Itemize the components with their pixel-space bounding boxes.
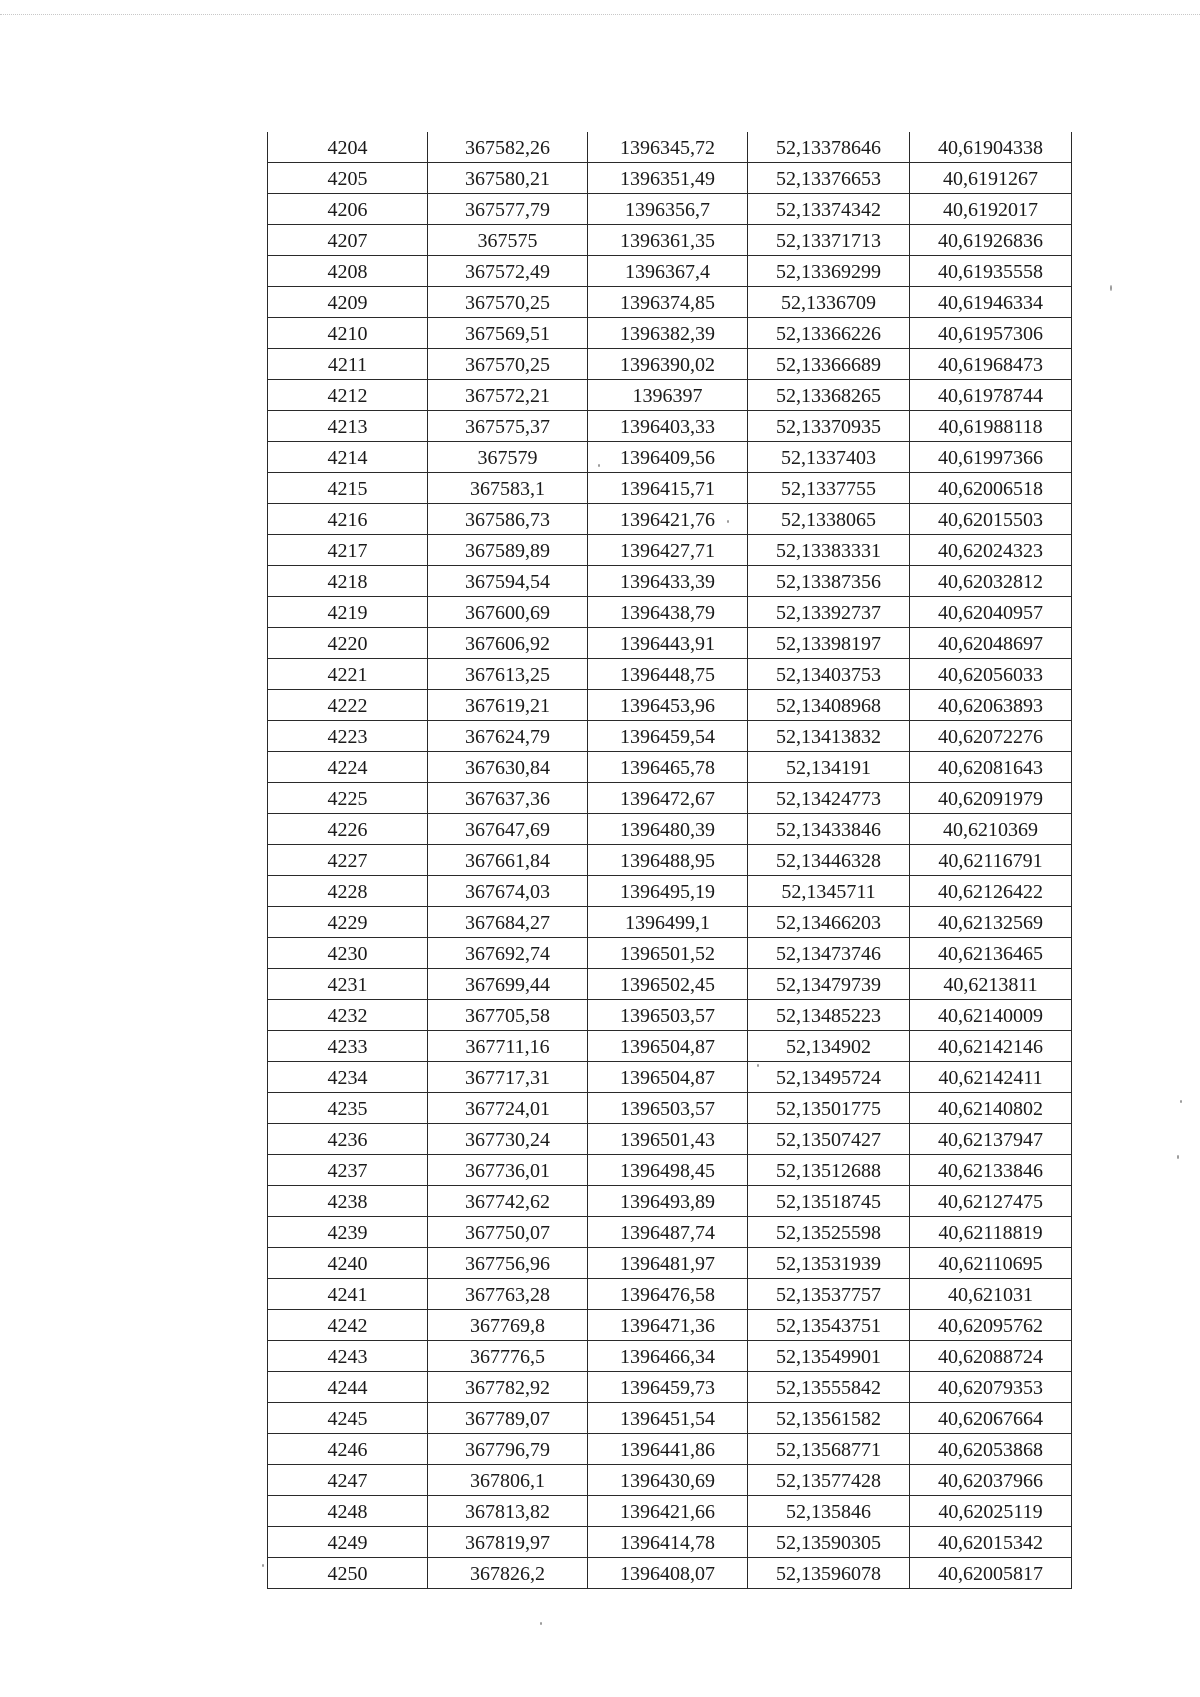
table-cell-point-number: 4220: [268, 628, 428, 659]
table-cell-x: 367579: [428, 442, 588, 473]
table-cell-y: 1396443,91: [588, 628, 748, 659]
table-row: [268, 1403, 1072, 1434]
table-cell-x: 367582,26: [428, 132, 588, 163]
table-cell-longitude: 40,62118819: [910, 1217, 1072, 1248]
table-cell-x: 367813,82: [428, 1496, 588, 1527]
table-row: [268, 1527, 1072, 1558]
table-cell-longitude: 40,62127475: [910, 1186, 1072, 1217]
table-cell-point-number: 4221: [268, 659, 428, 690]
table-cell-y: 1396451,54: [588, 1403, 748, 1434]
table-cell-latitude: 52,1336709: [748, 287, 910, 318]
coordinates-table-body: [268, 132, 1072, 1589]
table-cell-y: 1396409,56: [588, 442, 748, 473]
table-cell-latitude: 52,13479739: [748, 969, 910, 1000]
table-cell-longitude: 40,62079353: [910, 1372, 1072, 1403]
table-cell-y: 1396480,39: [588, 814, 748, 845]
table-cell-x: 367572,49: [428, 256, 588, 287]
table-row: [268, 411, 1072, 442]
table-cell-y: 1396421,66: [588, 1496, 748, 1527]
table-cell-latitude: 52,13387356: [748, 566, 910, 597]
table-cell-longitude: 40,61946334: [910, 287, 1072, 318]
table-cell-point-number: 4225: [268, 783, 428, 814]
table-cell-x: 367572,21: [428, 380, 588, 411]
table-cell-x: 367684,27: [428, 907, 588, 938]
table-cell-latitude: 52,134191: [748, 752, 910, 783]
table-cell-y: 1396495,19: [588, 876, 748, 907]
table-cell-latitude: 52,13392737: [748, 597, 910, 628]
table-cell-x: 367724,01: [428, 1093, 588, 1124]
table-cell-point-number: 4206: [268, 194, 428, 225]
table-cell-latitude: 52,13561582: [748, 1403, 910, 1434]
table-cell-point-number: 4229: [268, 907, 428, 938]
table-cell-latitude: 52,13413832: [748, 721, 910, 752]
table-cell-point-number: 4242: [268, 1310, 428, 1341]
table-cell-y: 1396502,45: [588, 969, 748, 1000]
table-cell-point-number: 4239: [268, 1217, 428, 1248]
table-row: [268, 1279, 1072, 1310]
table-cell-longitude: 40,6210369: [910, 814, 1072, 845]
table-cell-latitude: 52,13371713: [748, 225, 910, 256]
table-cell-x: 367782,92: [428, 1372, 588, 1403]
table-row: [268, 1372, 1072, 1403]
scan-speck: [598, 464, 600, 467]
table-cell-latitude: 52,13446328: [748, 845, 910, 876]
table-cell-y: 1396503,57: [588, 1000, 748, 1031]
table-cell-x: 367600,69: [428, 597, 588, 628]
table-cell-latitude: 52,13501775: [748, 1093, 910, 1124]
table-cell-point-number: 4231: [268, 969, 428, 1000]
table-cell-longitude: 40,61997366: [910, 442, 1072, 473]
table-cell-y: 1396501,43: [588, 1124, 748, 1155]
table-cell-point-number: 4218: [268, 566, 428, 597]
table-cell-latitude: 52,1338065: [748, 504, 910, 535]
scan-edge-line: [0, 14, 1200, 15]
table-cell-point-number: 4210: [268, 318, 428, 349]
table-cell-point-number: 4211: [268, 349, 428, 380]
table-cell-y: 1396351,49: [588, 163, 748, 194]
table-cell-point-number: 4212: [268, 380, 428, 411]
table-row: [268, 597, 1072, 628]
table-cell-y: 1396374,85: [588, 287, 748, 318]
table-row: [268, 814, 1072, 845]
table-cell-point-number: 4207: [268, 225, 428, 256]
table-cell-longitude: 40,62063893: [910, 690, 1072, 721]
table-cell-y: 1396504,87: [588, 1062, 748, 1093]
table-cell-point-number: 4230: [268, 938, 428, 969]
table-cell-x: 367624,79: [428, 721, 588, 752]
table-cell-y: 1396408,07: [588, 1558, 748, 1589]
table-cell-y: 1396441,86: [588, 1434, 748, 1465]
table-cell-latitude: 52,13408968: [748, 690, 910, 721]
table-cell-x: 367756,96: [428, 1248, 588, 1279]
table-cell-longitude: 40,62024323: [910, 535, 1072, 566]
table-cell-point-number: 4209: [268, 287, 428, 318]
table-cell-y: 1396345,72: [588, 132, 748, 163]
table-row: [268, 1558, 1072, 1589]
table-row: [268, 442, 1072, 473]
table-cell-point-number: 4246: [268, 1434, 428, 1465]
table-row: [268, 752, 1072, 783]
table-cell-latitude: 52,13555842: [748, 1372, 910, 1403]
table-cell-latitude: 52,13525598: [748, 1217, 910, 1248]
table-cell-x: 367776,5: [428, 1341, 588, 1372]
scan-speck: [757, 1064, 759, 1067]
table-row: [268, 473, 1072, 504]
table-cell-latitude: 52,13531939: [748, 1248, 910, 1279]
table-cell-latitude: 52,13403753: [748, 659, 910, 690]
scan-speck: [1180, 1100, 1182, 1103]
table-cell-y: 1396466,34: [588, 1341, 748, 1372]
table-cell-latitude: 52,13424773: [748, 783, 910, 814]
table-row: [268, 721, 1072, 752]
scan-speck: [540, 1622, 542, 1625]
table-cell-y: 1396472,67: [588, 783, 748, 814]
table-row: [268, 1248, 1072, 1279]
table-cell-longitude: 40,61988118: [910, 411, 1072, 442]
table-row: [268, 876, 1072, 907]
table-cell-latitude: 52,1345711: [748, 876, 910, 907]
table-cell-point-number: 4228: [268, 876, 428, 907]
table-cell-point-number: 4224: [268, 752, 428, 783]
table-cell-latitude: 52,13543751: [748, 1310, 910, 1341]
table-row: [268, 659, 1072, 690]
table-cell-y: 1396438,79: [588, 597, 748, 628]
table-cell-x: 367575,37: [428, 411, 588, 442]
scan-speck: [727, 520, 729, 523]
table-row: [268, 969, 1072, 1000]
table-cell-longitude: 40,62088724: [910, 1341, 1072, 1372]
table-cell-longitude: 40,62037966: [910, 1465, 1072, 1496]
table-cell-point-number: 4222: [268, 690, 428, 721]
table-cell-longitude: 40,62015342: [910, 1527, 1072, 1558]
table-row: [268, 1031, 1072, 1062]
table-row: [268, 1062, 1072, 1093]
table-cell-latitude: 52,13366226: [748, 318, 910, 349]
table-cell-y: 1396448,75: [588, 659, 748, 690]
table-cell-y: 1396430,69: [588, 1465, 748, 1496]
table-cell-y: 1396403,33: [588, 411, 748, 442]
table-row: [268, 1093, 1072, 1124]
table-cell-longitude: 40,62137947: [910, 1124, 1072, 1155]
table-cell-point-number: 4234: [268, 1062, 428, 1093]
table-cell-x: 367806,1: [428, 1465, 588, 1496]
coordinates-table: [267, 132, 1072, 1589]
table-cell-point-number: 4236: [268, 1124, 428, 1155]
table-cell-y: 1396397: [588, 380, 748, 411]
table-cell-y: 1396433,39: [588, 566, 748, 597]
table-cell-longitude: 40,62142411: [910, 1062, 1072, 1093]
table-row: [268, 907, 1072, 938]
table-cell-x: 367661,84: [428, 845, 588, 876]
table-cell-x: 367630,84: [428, 752, 588, 783]
table-row: [268, 504, 1072, 535]
table-cell-longitude: 40,62040957: [910, 597, 1072, 628]
table-cell-x: 367717,31: [428, 1062, 588, 1093]
table-row: [268, 349, 1072, 380]
table-cell-longitude: 40,6192017: [910, 194, 1072, 225]
table-cell-longitude: 40,62133846: [910, 1155, 1072, 1186]
table-cell-point-number: 4232: [268, 1000, 428, 1031]
table-cell-y: 1396453,96: [588, 690, 748, 721]
table-cell-y: 1396465,78: [588, 752, 748, 783]
table-cell-latitude: 52,13549901: [748, 1341, 910, 1372]
table-cell-longitude: 40,62025119: [910, 1496, 1072, 1527]
table-cell-point-number: 4216: [268, 504, 428, 535]
table-cell-longitude: 40,62072276: [910, 721, 1072, 752]
table-row: [268, 938, 1072, 969]
table-row: [268, 1434, 1072, 1465]
table-cell-point-number: 4213: [268, 411, 428, 442]
table-cell-longitude: 40,62048697: [910, 628, 1072, 659]
table-cell-latitude: 52,13507427: [748, 1124, 910, 1155]
table-cell-longitude: 40,62142146: [910, 1031, 1072, 1062]
table-row: [268, 1341, 1072, 1372]
table-cell-y: 1396504,87: [588, 1031, 748, 1062]
table-cell-longitude: 40,62126422: [910, 876, 1072, 907]
table-cell-latitude: 52,13374342: [748, 194, 910, 225]
table-cell-latitude: 52,134902: [748, 1031, 910, 1062]
table-cell-x: 367742,62: [428, 1186, 588, 1217]
table-cell-point-number: 4238: [268, 1186, 428, 1217]
table-row: [268, 1496, 1072, 1527]
table-cell-point-number: 4215: [268, 473, 428, 504]
table-cell-x: 367619,21: [428, 690, 588, 721]
table-cell-y: 1396356,7: [588, 194, 748, 225]
table-cell-longitude: 40,61935558: [910, 256, 1072, 287]
table-cell-x: 367819,97: [428, 1527, 588, 1558]
table-cell-x: 367586,73: [428, 504, 588, 535]
scan-speck: [262, 1564, 264, 1567]
table-cell-latitude: 52,13473746: [748, 938, 910, 969]
table-cell-y: 1396488,95: [588, 845, 748, 876]
table-cell-longitude: 40,62095762: [910, 1310, 1072, 1341]
table-cell-point-number: 4205: [268, 163, 428, 194]
table-cell-point-number: 4219: [268, 597, 428, 628]
table-cell-longitude: 40,62136465: [910, 938, 1072, 969]
table-row: [268, 1155, 1072, 1186]
table-cell-longitude: 40,61957306: [910, 318, 1072, 349]
table-cell-x: 367575: [428, 225, 588, 256]
table-row: [268, 845, 1072, 876]
table-cell-point-number: 4208: [268, 256, 428, 287]
table-row: [268, 1186, 1072, 1217]
table-row: [268, 1310, 1072, 1341]
table-cell-latitude: 52,13368265: [748, 380, 910, 411]
table-cell-x: 367750,07: [428, 1217, 588, 1248]
table-row: [268, 783, 1072, 814]
table-cell-latitude: 52,135846: [748, 1496, 910, 1527]
table-cell-y: 1396390,02: [588, 349, 748, 380]
table-cell-point-number: 4241: [268, 1279, 428, 1310]
table-cell-latitude: 52,13537757: [748, 1279, 910, 1310]
table-cell-latitude: 52,13518745: [748, 1186, 910, 1217]
table-cell-y: 1396361,35: [588, 225, 748, 256]
table-cell-latitude: 52,1337755: [748, 473, 910, 504]
table-cell-x: 367763,28: [428, 1279, 588, 1310]
table-cell-x: 367613,25: [428, 659, 588, 690]
table-cell-x: 367789,07: [428, 1403, 588, 1434]
table-cell-longitude: 40,61904338: [910, 132, 1072, 163]
table-cell-longitude: 40,62006518: [910, 473, 1072, 504]
table-cell-latitude: 52,13433846: [748, 814, 910, 845]
table-cell-x: 367606,92: [428, 628, 588, 659]
table-cell-y: 1396499,1: [588, 907, 748, 938]
table-cell-x: 367699,44: [428, 969, 588, 1000]
table-cell-point-number: 4214: [268, 442, 428, 473]
table-cell-y: 1396415,71: [588, 473, 748, 504]
table-cell-latitude: 52,13590305: [748, 1527, 910, 1558]
table-row: [268, 1124, 1072, 1155]
table-row: [268, 256, 1072, 287]
table-cell-latitude: 52,13568771: [748, 1434, 910, 1465]
table-cell-point-number: 4226: [268, 814, 428, 845]
table-cell-x: 367577,79: [428, 194, 588, 225]
table-cell-point-number: 4235: [268, 1093, 428, 1124]
table-cell-latitude: 52,13376653: [748, 163, 910, 194]
table-row: [268, 318, 1072, 349]
table-cell-latitude: 52,13370935: [748, 411, 910, 442]
table-cell-longitude: 40,62005817: [910, 1558, 1072, 1589]
table-cell-point-number: 4250: [268, 1558, 428, 1589]
table-cell-y: 1396427,71: [588, 535, 748, 566]
table-cell-point-number: 4227: [268, 845, 428, 876]
table-cell-longitude: 40,62091979: [910, 783, 1072, 814]
table-cell-y: 1396481,97: [588, 1248, 748, 1279]
table-cell-longitude: 40,62015503: [910, 504, 1072, 535]
scan-speck: [1110, 285, 1112, 291]
table-cell-y: 1396493,89: [588, 1186, 748, 1217]
table-cell-point-number: 4245: [268, 1403, 428, 1434]
table-cell-point-number: 4244: [268, 1372, 428, 1403]
table-cell-latitude: 52,13383331: [748, 535, 910, 566]
table-cell-latitude: 52,1337403: [748, 442, 910, 473]
table-cell-x: 367569,51: [428, 318, 588, 349]
table-cell-longitude: 40,62140802: [910, 1093, 1072, 1124]
table-row: [268, 163, 1072, 194]
table-row: [268, 194, 1072, 225]
table-cell-y: 1396498,45: [588, 1155, 748, 1186]
table-cell-x: 367570,25: [428, 349, 588, 380]
table-cell-latitude: 52,13512688: [748, 1155, 910, 1186]
table-cell-longitude: 40,62116791: [910, 845, 1072, 876]
table-row: [268, 132, 1072, 163]
table-cell-longitude: 40,62110695: [910, 1248, 1072, 1279]
table-cell-x: 367826,2: [428, 1558, 588, 1589]
table-cell-latitude: 52,13466203: [748, 907, 910, 938]
table-cell-x: 367692,74: [428, 938, 588, 969]
table-row: [268, 690, 1072, 721]
table-cell-latitude: 52,13577428: [748, 1465, 910, 1496]
table-row: [268, 535, 1072, 566]
table-cell-x: 367589,89: [428, 535, 588, 566]
table-cell-point-number: 4237: [268, 1155, 428, 1186]
table-cell-longitude: 40,621031: [910, 1279, 1072, 1310]
table-cell-y: 1396382,39: [588, 318, 748, 349]
table-row: [268, 287, 1072, 318]
table-row: [268, 566, 1072, 597]
table-cell-y: 1396414,78: [588, 1527, 748, 1558]
table-cell-x: 367711,16: [428, 1031, 588, 1062]
table-cell-longitude: 40,62056033: [910, 659, 1072, 690]
table-cell-point-number: 4247: [268, 1465, 428, 1496]
table-cell-longitude: 40,6213811: [910, 969, 1072, 1000]
table-cell-point-number: 4248: [268, 1496, 428, 1527]
table-cell-latitude: 52,13485223: [748, 1000, 910, 1031]
table-cell-x: 367570,25: [428, 287, 588, 318]
table-cell-latitude: 52,13398197: [748, 628, 910, 659]
table-cell-latitude: 52,13596078: [748, 1558, 910, 1589]
table-cell-x: 367594,54: [428, 566, 588, 597]
table-cell-y: 1396487,74: [588, 1217, 748, 1248]
table-cell-x: 367730,24: [428, 1124, 588, 1155]
table-cell-latitude: 52,13495724: [748, 1062, 910, 1093]
table-row: [268, 380, 1072, 411]
table-cell-x: 367705,58: [428, 1000, 588, 1031]
table-cell-x: 367796,79: [428, 1434, 588, 1465]
table-cell-longitude: 40,61968473: [910, 349, 1072, 380]
table-cell-x: 367736,01: [428, 1155, 588, 1186]
table-row: [268, 1465, 1072, 1496]
table-cell-x: 367647,69: [428, 814, 588, 845]
table-cell-longitude: 40,62132569: [910, 907, 1072, 938]
table-cell-x: 367583,1: [428, 473, 588, 504]
table-cell-y: 1396503,57: [588, 1093, 748, 1124]
table-cell-y: 1396471,36: [588, 1310, 748, 1341]
table-cell-point-number: 4223: [268, 721, 428, 752]
table-cell-y: 1396367,4: [588, 256, 748, 287]
table-row: [268, 1000, 1072, 1031]
table-cell-point-number: 4243: [268, 1341, 428, 1372]
table-cell-x: 367580,21: [428, 163, 588, 194]
table-cell-longitude: 40,61926836: [910, 225, 1072, 256]
table-cell-point-number: 4204: [268, 132, 428, 163]
table-cell-longitude: 40,61978744: [910, 380, 1072, 411]
table-cell-longitude: 40,62032812: [910, 566, 1072, 597]
table-cell-x: 367637,36: [428, 783, 588, 814]
table-cell-x: 367769,8: [428, 1310, 588, 1341]
table-cell-point-number: 4240: [268, 1248, 428, 1279]
table-cell-y: 1396459,54: [588, 721, 748, 752]
table-cell-longitude: 40,6191267: [910, 163, 1072, 194]
table-cell-y: 1396501,52: [588, 938, 748, 969]
table-cell-point-number: 4233: [268, 1031, 428, 1062]
table-cell-x: 367674,03: [428, 876, 588, 907]
table-row: [268, 628, 1072, 659]
table-row: [268, 1217, 1072, 1248]
table-cell-latitude: 52,13366689: [748, 349, 910, 380]
table-cell-longitude: 40,62053868: [910, 1434, 1072, 1465]
table-cell-longitude: 40,62140009: [910, 1000, 1072, 1031]
table-cell-longitude: 40,62081643: [910, 752, 1072, 783]
table-cell-y: 1396476,58: [588, 1279, 748, 1310]
table-cell-y: 1396459,73: [588, 1372, 748, 1403]
table-cell-longitude: 40,62067664: [910, 1403, 1072, 1434]
table-cell-point-number: 4217: [268, 535, 428, 566]
table-cell-latitude: 52,13378646: [748, 132, 910, 163]
table-cell-y: 1396421,76: [588, 504, 748, 535]
table-cell-point-number: 4249: [268, 1527, 428, 1558]
table-cell-latitude: 52,13369299: [748, 256, 910, 287]
scan-speck: [1177, 1155, 1179, 1159]
table-row: [268, 225, 1072, 256]
